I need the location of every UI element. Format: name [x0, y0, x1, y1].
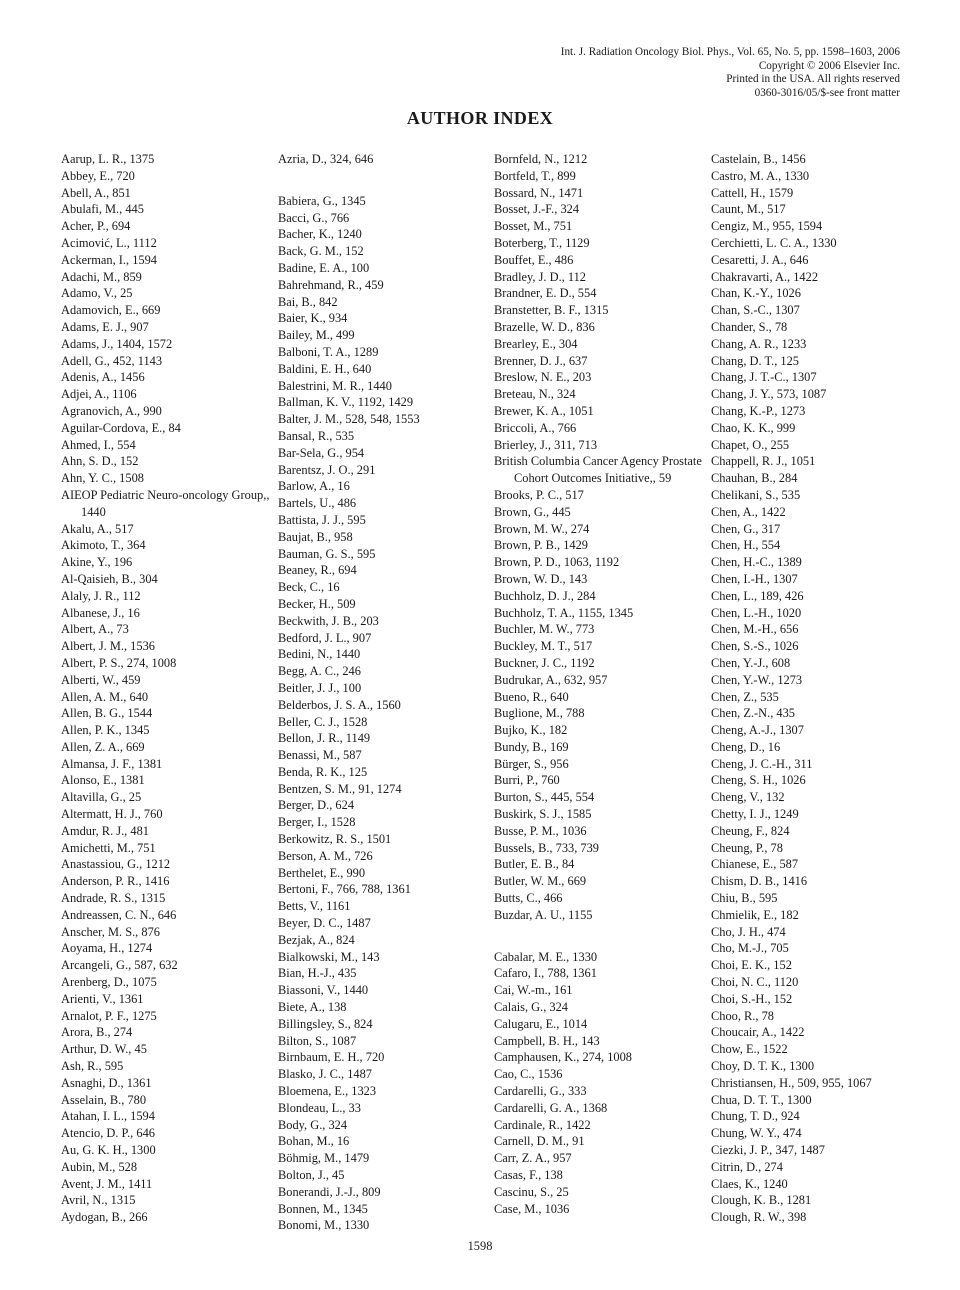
- index-entry: Buskirk, S. J., 1585: [494, 807, 592, 822]
- index-entry: Bundy, B., 169: [494, 739, 569, 754]
- index-entry: Balter, J. M., 528, 548, 1553: [278, 412, 420, 427]
- index-entry: Cheng, D., 16: [711, 739, 781, 754]
- index-entry: Cao, C., 1536: [494, 1067, 563, 1082]
- index-entry: Bonerandi, J.-J., 809: [278, 1184, 381, 1199]
- index-entry: Azria, D., 324, 646: [278, 152, 374, 166]
- index-entry: Cascinu, S., 25: [494, 1184, 569, 1199]
- index-entry: Chen, G., 317: [711, 521, 781, 536]
- index-entry: Chiu, B., 595: [711, 891, 778, 906]
- index-entry: Blondeau, L., 33: [278, 1100, 361, 1115]
- index-entry: Carr, Z. A., 957: [494, 1151, 572, 1166]
- index-entry: Alaly, J. R., 112: [61, 588, 141, 603]
- index-entry: Chow, E., 1522: [711, 1042, 788, 1057]
- index-entry: Arnalot, P. F., 1275: [61, 1008, 157, 1023]
- index-entry: Chism, D. B., 1416: [711, 874, 808, 889]
- index-entry: Chen, Z.-N., 435: [711, 706, 795, 721]
- index-entry: Cheung, F., 824: [711, 823, 790, 838]
- index-entry: British Columbia Cancer Agency Prostate Cohort Outcomes Initiative,, 59: [494, 454, 702, 486]
- index-entry: Abbey, E., 720: [61, 168, 135, 183]
- index-entry: Belderbos, J. S. A., 1560: [278, 697, 401, 712]
- index-entry: Birnbaum, E. H., 720: [278, 1050, 385, 1065]
- index-entry: Benassi, M., 587: [278, 748, 362, 763]
- index-entry: Beck, C., 16: [278, 580, 340, 595]
- index-entry: Back, G. M., 152: [278, 244, 364, 259]
- index-entry: Adell, G., 452, 1143: [61, 353, 163, 368]
- index-entry: Berger, I., 1528: [278, 815, 356, 830]
- index-column-4: [711, 151, 923, 1226]
- index-entry: Berthelet, E., 990: [278, 865, 366, 880]
- index-entry: Chen, I.-H., 1307: [711, 571, 798, 586]
- index-entry: Bezjak, A., 824: [278, 932, 355, 947]
- index-entry: Brown, G., 445: [494, 504, 571, 519]
- index-entry: Billingsley, S., 824: [278, 1016, 373, 1031]
- index-entry: Anscher, M. S., 876: [61, 924, 160, 939]
- index-entry: Al-Qaisieh, B., 304: [61, 571, 158, 586]
- index-entry: Adamovich, E., 669: [61, 303, 161, 318]
- index-entry: Bosset, M., 751: [494, 219, 573, 234]
- index-entry: Choi, N. C., 1120: [711, 975, 799, 990]
- index-entry: Begg, A. C., 246: [278, 664, 361, 679]
- index-entry: Chang, A. R., 1233: [711, 336, 807, 351]
- index-entry: Bailey, M., 499: [278, 328, 355, 343]
- index-entry: Butts, C., 466: [494, 891, 563, 906]
- index-entry: Amdur, R. J., 481: [61, 823, 149, 838]
- index-entry: Acimović, L., 1112: [61, 235, 157, 250]
- index-entry: Adamo, V., 25: [61, 286, 133, 301]
- printed-line: Printed in the USA. All rights reserved: [726, 73, 900, 86]
- index-entry: Altermatt, H. J., 760: [61, 807, 163, 822]
- index-entry: Blasko, J. C., 1487: [278, 1067, 372, 1082]
- index-entry: Buckner, J. C., 1192: [494, 655, 595, 670]
- index-entry: Bloemena, E., 1323: [278, 1084, 377, 1099]
- index-entry: Cattell, H., 1579: [711, 185, 794, 200]
- index-entry: Cai, W.-m., 161: [494, 983, 573, 998]
- index-entry: Cho, J. H., 474: [711, 924, 786, 939]
- index-entry: Acher, P., 694: [61, 219, 131, 234]
- index-entry: Atencio, D. P., 646: [61, 1126, 155, 1141]
- index-entry: Adjei, A., 1106: [61, 387, 137, 402]
- index-entry: Albert, P. S., 274, 1008: [61, 655, 177, 670]
- index-entry: Cengiz, M., 955, 1594: [711, 219, 823, 234]
- index-entry: Chang, D. T., 125: [711, 353, 799, 368]
- index-entry: Budrukar, A., 632, 957: [494, 672, 608, 687]
- index-entry: Brooks, P. C., 517: [494, 487, 584, 502]
- index-entry: Chen, Z., 535: [711, 689, 779, 704]
- index-entry: Bornfeld, N., 1212: [494, 152, 588, 166]
- index-entry: Aoyama, H., 1274: [61, 941, 153, 956]
- index-entry: Chen, A., 1422: [711, 504, 786, 519]
- index-entry: Baier, K., 934: [278, 311, 348, 326]
- index-entry: Brearley, E., 304: [494, 336, 578, 351]
- index-entry: Bouffet, E., 486: [494, 252, 574, 267]
- index-entry: Briccoli, A., 766: [494, 420, 577, 435]
- index-entry: Cardinale, R., 1422: [494, 1117, 591, 1132]
- index-entry: Choucair, A., 1422: [711, 1025, 805, 1040]
- index-entry: Andreassen, C. N., 646: [61, 907, 177, 922]
- index-entry: Asnaghi, D., 1361: [61, 1075, 152, 1090]
- index-entry: Buchholz, D. J., 284: [494, 588, 596, 603]
- index-entry: Claes, K., 1240: [711, 1176, 788, 1191]
- index-entry: Cardarelli, G. A., 1368: [494, 1100, 608, 1115]
- index-entry: Akine, Y., 196: [61, 555, 133, 570]
- index-entry: Bonomi, M., 1330: [278, 1218, 370, 1233]
- index-entry: Cheng, S. H., 1026: [711, 773, 806, 788]
- index-entry: Calais, G., 324: [494, 1000, 568, 1015]
- index-entry: Carnell, D. M., 91: [494, 1134, 585, 1149]
- index-column-2: [278, 151, 490, 1234]
- index-entry: Brown, W. D., 143: [494, 571, 588, 586]
- index-entry: Anderson, P. R., 1416: [61, 874, 170, 889]
- index-entry: Bartels, U., 486: [278, 496, 357, 511]
- index-entry: Ackerman, I., 1594: [61, 252, 157, 267]
- index-entry: Chua, D. T. T., 1300: [711, 1092, 812, 1107]
- index-entry: Balestrini, M. R., 1440: [278, 378, 392, 393]
- index-entry: Bueno, R., 640: [494, 689, 569, 704]
- index-entry: Aubin, M., 528: [61, 1159, 138, 1174]
- index-entry: Buzdar, A. U., 1155: [494, 907, 593, 922]
- page-title: AUTHOR INDEX: [406, 108, 554, 128]
- index-entry: Chen, M.-H., 656: [711, 622, 799, 637]
- index-column-1: [61, 151, 273, 1226]
- index-entry: Breteau, N., 324: [494, 387, 576, 402]
- index-entry: Brenner, D. J., 637: [494, 353, 588, 368]
- journal-citation: Int. J. Radiation Oncology Biol. Phys., Vol. 65, No. 5, pp. 1598–1603, 2006: [560, 46, 900, 58]
- index-entry: Boterberg, T., 1129: [494, 235, 590, 250]
- index-entry: Aydogan, B., 266: [61, 1210, 148, 1225]
- index-entry: Allen, P. K., 1345: [61, 723, 150, 738]
- copyright-line: Copyright © 2006 Elsevier Inc.: [758, 59, 900, 72]
- index-entry: Chen, H.-C., 1389: [711, 555, 802, 570]
- index-entry: Bujko, K., 182: [494, 723, 568, 738]
- index-entry: Ahn, S. D., 152: [61, 454, 139, 469]
- index-entry: Bortfeld, T., 899: [494, 168, 576, 183]
- index-entry: Bacher, K., 1240: [278, 227, 362, 242]
- index-entry: Chen, S.-S., 1026: [711, 639, 799, 654]
- index-entry: Berson, A. M., 726: [278, 848, 373, 863]
- index-entry: Brazelle, W. D., 836: [494, 319, 595, 334]
- index-entry: Casas, F., 138: [494, 1168, 563, 1183]
- index-entry: Chen, L., 189, 426: [711, 588, 804, 603]
- index-entry: Alberti, W., 459: [61, 672, 141, 687]
- index-entry: Breslow, N. E., 203: [494, 370, 592, 385]
- index-entry: Cheung, P., 78: [711, 840, 783, 855]
- index-entry: Adams, J., 1404, 1572: [61, 336, 173, 351]
- index-entry: Chang, J. T.-C., 1307: [711, 370, 817, 385]
- index-entry: Chao, K. K., 999: [711, 420, 796, 435]
- index-entry: Bauman, G. S., 595: [278, 546, 376, 561]
- index-entry: Chelikani, S., 535: [711, 487, 801, 502]
- index-entry: Beller, C. J., 1528: [278, 714, 368, 729]
- index-entry: Chen, L.-H., 1020: [711, 605, 802, 620]
- index-entry: Cho, M.-J., 705: [711, 941, 789, 956]
- index-entry: Biete, A., 138: [278, 1000, 347, 1015]
- index-entry: Chen, H., 554: [711, 538, 781, 553]
- index-entry: Chan, S.-C., 1307: [711, 303, 800, 318]
- index-entry: AIEOP Pediatric Neuro-oncology Group,, 1440: [61, 487, 270, 519]
- index-entry: Babiera, G., 1345: [278, 193, 366, 208]
- index-entry: Castelain, B., 1456: [711, 152, 806, 166]
- index-entry: Amichetti, M., 751: [61, 840, 156, 855]
- index-entry: Clough, K. B., 1281: [711, 1193, 812, 1208]
- index-entry: Balboni, T. A., 1289: [278, 344, 379, 359]
- index-entry: Akalu, A., 517: [61, 521, 134, 536]
- running-header: [561, 46, 900, 100]
- index-entry: Cafaro, I., 788, 1361: [494, 966, 597, 981]
- index-entry: Buchholz, T. A., 1155, 1345: [494, 605, 634, 620]
- index-gap: [494, 924, 706, 949]
- index-entry: Benda, R. K., 125: [278, 764, 368, 779]
- index-entry: Castro, M. A., 1330: [711, 168, 810, 183]
- index-entry: Albanese, J., 16: [61, 605, 140, 620]
- index-entry: Citrin, D., 274: [711, 1159, 783, 1174]
- index-entry: Bossard, N., 1471: [494, 185, 584, 200]
- index-entry: Adams, E. J., 907: [61, 319, 149, 334]
- index-entry: Arthur, D. W., 45: [61, 1042, 147, 1057]
- index-entry: Butler, E. B., 84: [494, 857, 575, 872]
- issn-line: 0360-3016/05/$-see front matter: [754, 86, 900, 99]
- index-entry: Abulafi, M., 445: [61, 202, 144, 217]
- index-entry: Betts, V., 1161: [278, 899, 351, 914]
- index-entry: Arcangeli, G., 587, 632: [61, 958, 178, 973]
- index-entry: Bradley, J. D., 112: [494, 269, 586, 284]
- index-entry: Bürger, S., 956: [494, 756, 569, 771]
- index-entry: Bertoni, F., 766, 788, 1361: [278, 882, 411, 897]
- index-entry: Bialkowski, M., 143: [278, 949, 380, 964]
- index-column-3: [494, 151, 706, 1217]
- index-entry: Cheng, A.-J., 1307: [711, 723, 804, 738]
- index-entry: Brandner, E. D., 554: [494, 286, 597, 301]
- index-entry: Allen, B. G., 1544: [61, 706, 153, 721]
- index-entry: Ciezki, J. P., 347, 1487: [711, 1143, 825, 1158]
- index-entry: Bedford, J. L., 907: [278, 630, 372, 645]
- index-entry: Becker, H., 509: [278, 596, 356, 611]
- index-gap: [278, 168, 490, 193]
- index-entry: Choi, E. K., 152: [711, 958, 792, 973]
- index-entry: Cabalar, M. E., 1330: [494, 949, 598, 964]
- index-entry: Bahrehmand, R., 459: [278, 277, 384, 292]
- page-number: 1598: [467, 1239, 493, 1253]
- index-entry: Bian, H.-J., 435: [278, 966, 357, 981]
- index-entry: Arenberg, D., 1075: [61, 975, 157, 990]
- index-entry: Bansal, R., 535: [278, 428, 355, 443]
- index-entry: Agranovich, A., 990: [61, 403, 162, 418]
- index-entry: Cerchietti, L. C. A., 1330: [711, 235, 837, 250]
- index-entry: Bacci, G., 766: [278, 210, 350, 225]
- index-entry: Branstetter, B. F., 1315: [494, 303, 609, 318]
- index-entry: Arora, B., 274: [61, 1025, 133, 1040]
- index-entry: Buchler, M. W., 773: [494, 622, 595, 637]
- index-entry: Chang, J. Y., 573, 1087: [711, 387, 827, 402]
- index-entry: Clough, R. W., 398: [711, 1210, 807, 1225]
- index-entry: Brown, P. D., 1063, 1192: [494, 555, 620, 570]
- index-entry: Brierley, J., 311, 713: [494, 437, 598, 452]
- index-entry: Arienti, V., 1361: [61, 991, 144, 1006]
- index-entry: Beitler, J. J., 100: [278, 680, 362, 695]
- index-entry: Adachi, M., 859: [61, 269, 142, 284]
- index-entry: Bentzen, S. M., 91, 1274: [278, 781, 402, 796]
- index-entry: Ash, R., 595: [61, 1059, 124, 1074]
- index-entry: Akimoto, T., 364: [61, 538, 146, 553]
- index-entry: Berger, D., 624: [278, 798, 355, 813]
- index-entry: Chapet, O., 255: [711, 437, 790, 452]
- index-entry: Avril, N., 1315: [61, 1193, 136, 1208]
- index-entry: Bonnen, M., 1345: [278, 1201, 368, 1216]
- index-entry: Bar-Sela, G., 954: [278, 445, 365, 460]
- index-entry: Bussels, B., 733, 739: [494, 840, 599, 855]
- index-entry: Chetty, I. J., 1249: [711, 807, 799, 822]
- index-entry: Bai, B., 842: [278, 294, 338, 309]
- index-entry: Chmielik, E., 182: [711, 907, 799, 922]
- index-entry: Burton, S., 445, 554: [494, 790, 595, 805]
- index-entry: Anastassiou, G., 1212: [61, 857, 171, 872]
- index-entry: Albert, A., 73: [61, 622, 129, 637]
- index-entry: Ahn, Y. C., 1508: [61, 471, 144, 486]
- index-entry: Beyer, D. C., 1487: [278, 916, 371, 931]
- index-entry: Albert, J. M., 1536: [61, 639, 155, 654]
- index-entry: Altavilla, G., 25: [61, 790, 142, 805]
- index-entry: Ballman, K. V., 1192, 1429: [278, 395, 414, 410]
- index-entry: Andrade, R. S., 1315: [61, 891, 166, 906]
- index-entry: Bilton, S., 1087: [278, 1033, 357, 1048]
- index-entry: Caunt, M., 517: [711, 202, 786, 217]
- index-entry: Christiansen, H., 509, 955, 1067: [711, 1075, 872, 1090]
- index-entry: Au, G. K. H., 1300: [61, 1143, 156, 1158]
- index-entry: Bedini, N., 1440: [278, 647, 361, 662]
- index-entry: Böhmig, M., 1479: [278, 1151, 370, 1166]
- index-entry: Baujat, B., 958: [278, 529, 353, 544]
- index-entry: Chen, Y.-J., 608: [711, 655, 791, 670]
- index-entry: Aarup, L. R., 1375: [61, 152, 155, 166]
- index-entry: Battista, J. J., 595: [278, 512, 366, 527]
- index-entry: Brown, P. B., 1429: [494, 538, 588, 553]
- index-entry: Biassoni, V., 1440: [278, 983, 369, 998]
- index-entry: Chianese, E., 587: [711, 857, 799, 872]
- index-entry: Barlow, A., 16: [278, 479, 350, 494]
- index-entry: Chung, T. D., 924: [711, 1109, 800, 1124]
- index-entry: Berkowitz, R. S., 1501: [278, 832, 392, 847]
- index-entry: Brown, M. W., 274: [494, 521, 590, 536]
- index-entry: Bolton, J., 45: [278, 1168, 345, 1183]
- index-entry: Chakravarti, A., 1422: [711, 269, 819, 284]
- index-entry: Adenis, A., 1456: [61, 370, 145, 385]
- index-entry: Aguilar-Cordova, E., 84: [61, 420, 181, 435]
- index-entry: Bosset, J.-F., 324: [494, 202, 580, 217]
- index-entry: Chappell, R. J., 1051: [711, 454, 816, 469]
- index-entry: Cheng, V., 132: [711, 790, 785, 805]
- index-entry: Chander, S., 78: [711, 319, 788, 334]
- index-entry: Calugaru, E., 1014: [494, 1016, 588, 1031]
- index-entry: Choy, D. T. K., 1300: [711, 1059, 815, 1074]
- index-entry: Baldini, E. H., 640: [278, 361, 372, 376]
- index-entry: Chan, K.-Y., 1026: [711, 286, 801, 301]
- index-entry: Body, G., 324: [278, 1117, 348, 1132]
- index-entry: Allen, Z. A., 669: [61, 739, 145, 754]
- index-entry: Chauhan, B., 284: [711, 471, 798, 486]
- index-entry: Cesaretti, J. A., 646: [711, 252, 809, 267]
- index-entry: Avent, J. M., 1411: [61, 1176, 153, 1191]
- index-entry: Campbell, B. H., 143: [494, 1033, 600, 1048]
- index-entry: Almansa, J. F., 1381: [61, 756, 163, 771]
- index-entry: Chang, K.-P., 1273: [711, 403, 806, 418]
- index-entry: Cheng, J. C.-H., 311: [711, 756, 813, 771]
- index-entry: Bohan, M., 16: [278, 1134, 350, 1149]
- index-entry: Beckwith, J. B., 203: [278, 613, 379, 628]
- index-entry: Brewer, K. A., 1051: [494, 403, 594, 418]
- index-entry: Busse, P. M., 1036: [494, 823, 587, 838]
- index-entry: Bellon, J. R., 1149: [278, 731, 371, 746]
- index-entry: Camphausen, K., 274, 1008: [494, 1050, 633, 1065]
- index-entry: Badine, E. A., 100: [278, 260, 370, 275]
- index-entry: Atahan, I. L., 1594: [61, 1109, 155, 1124]
- index-entry: Choo, R., 78: [711, 1008, 774, 1023]
- index-entry: Alonso, E., 1381: [61, 773, 145, 788]
- index-entry: Chung, W. Y., 474: [711, 1126, 802, 1141]
- index-entry: Chen, Y.-W., 1273: [711, 672, 803, 687]
- index-entry: Buckley, M. T., 517: [494, 639, 593, 654]
- index-entry: Allen, A. M., 640: [61, 689, 149, 704]
- index-entry: Choi, S.-H., 152: [711, 991, 793, 1006]
- index-entry: Asselain, B., 780: [61, 1092, 147, 1107]
- index-entry: Buglione, M., 788: [494, 706, 585, 721]
- index-entry: Cardarelli, G., 333: [494, 1084, 587, 1099]
- index-entry: Burri, P., 760: [494, 773, 560, 788]
- index-entry: Barentsz, J. O., 291: [278, 462, 376, 477]
- index-entry: Case, M., 1036: [494, 1201, 570, 1216]
- index-entry: Beaney, R., 694: [278, 563, 357, 578]
- index-entry: Ahmed, I., 554: [61, 437, 136, 452]
- index-entry: Butler, W. M., 669: [494, 874, 587, 889]
- index-entry: Abell, A., 851: [61, 185, 131, 200]
